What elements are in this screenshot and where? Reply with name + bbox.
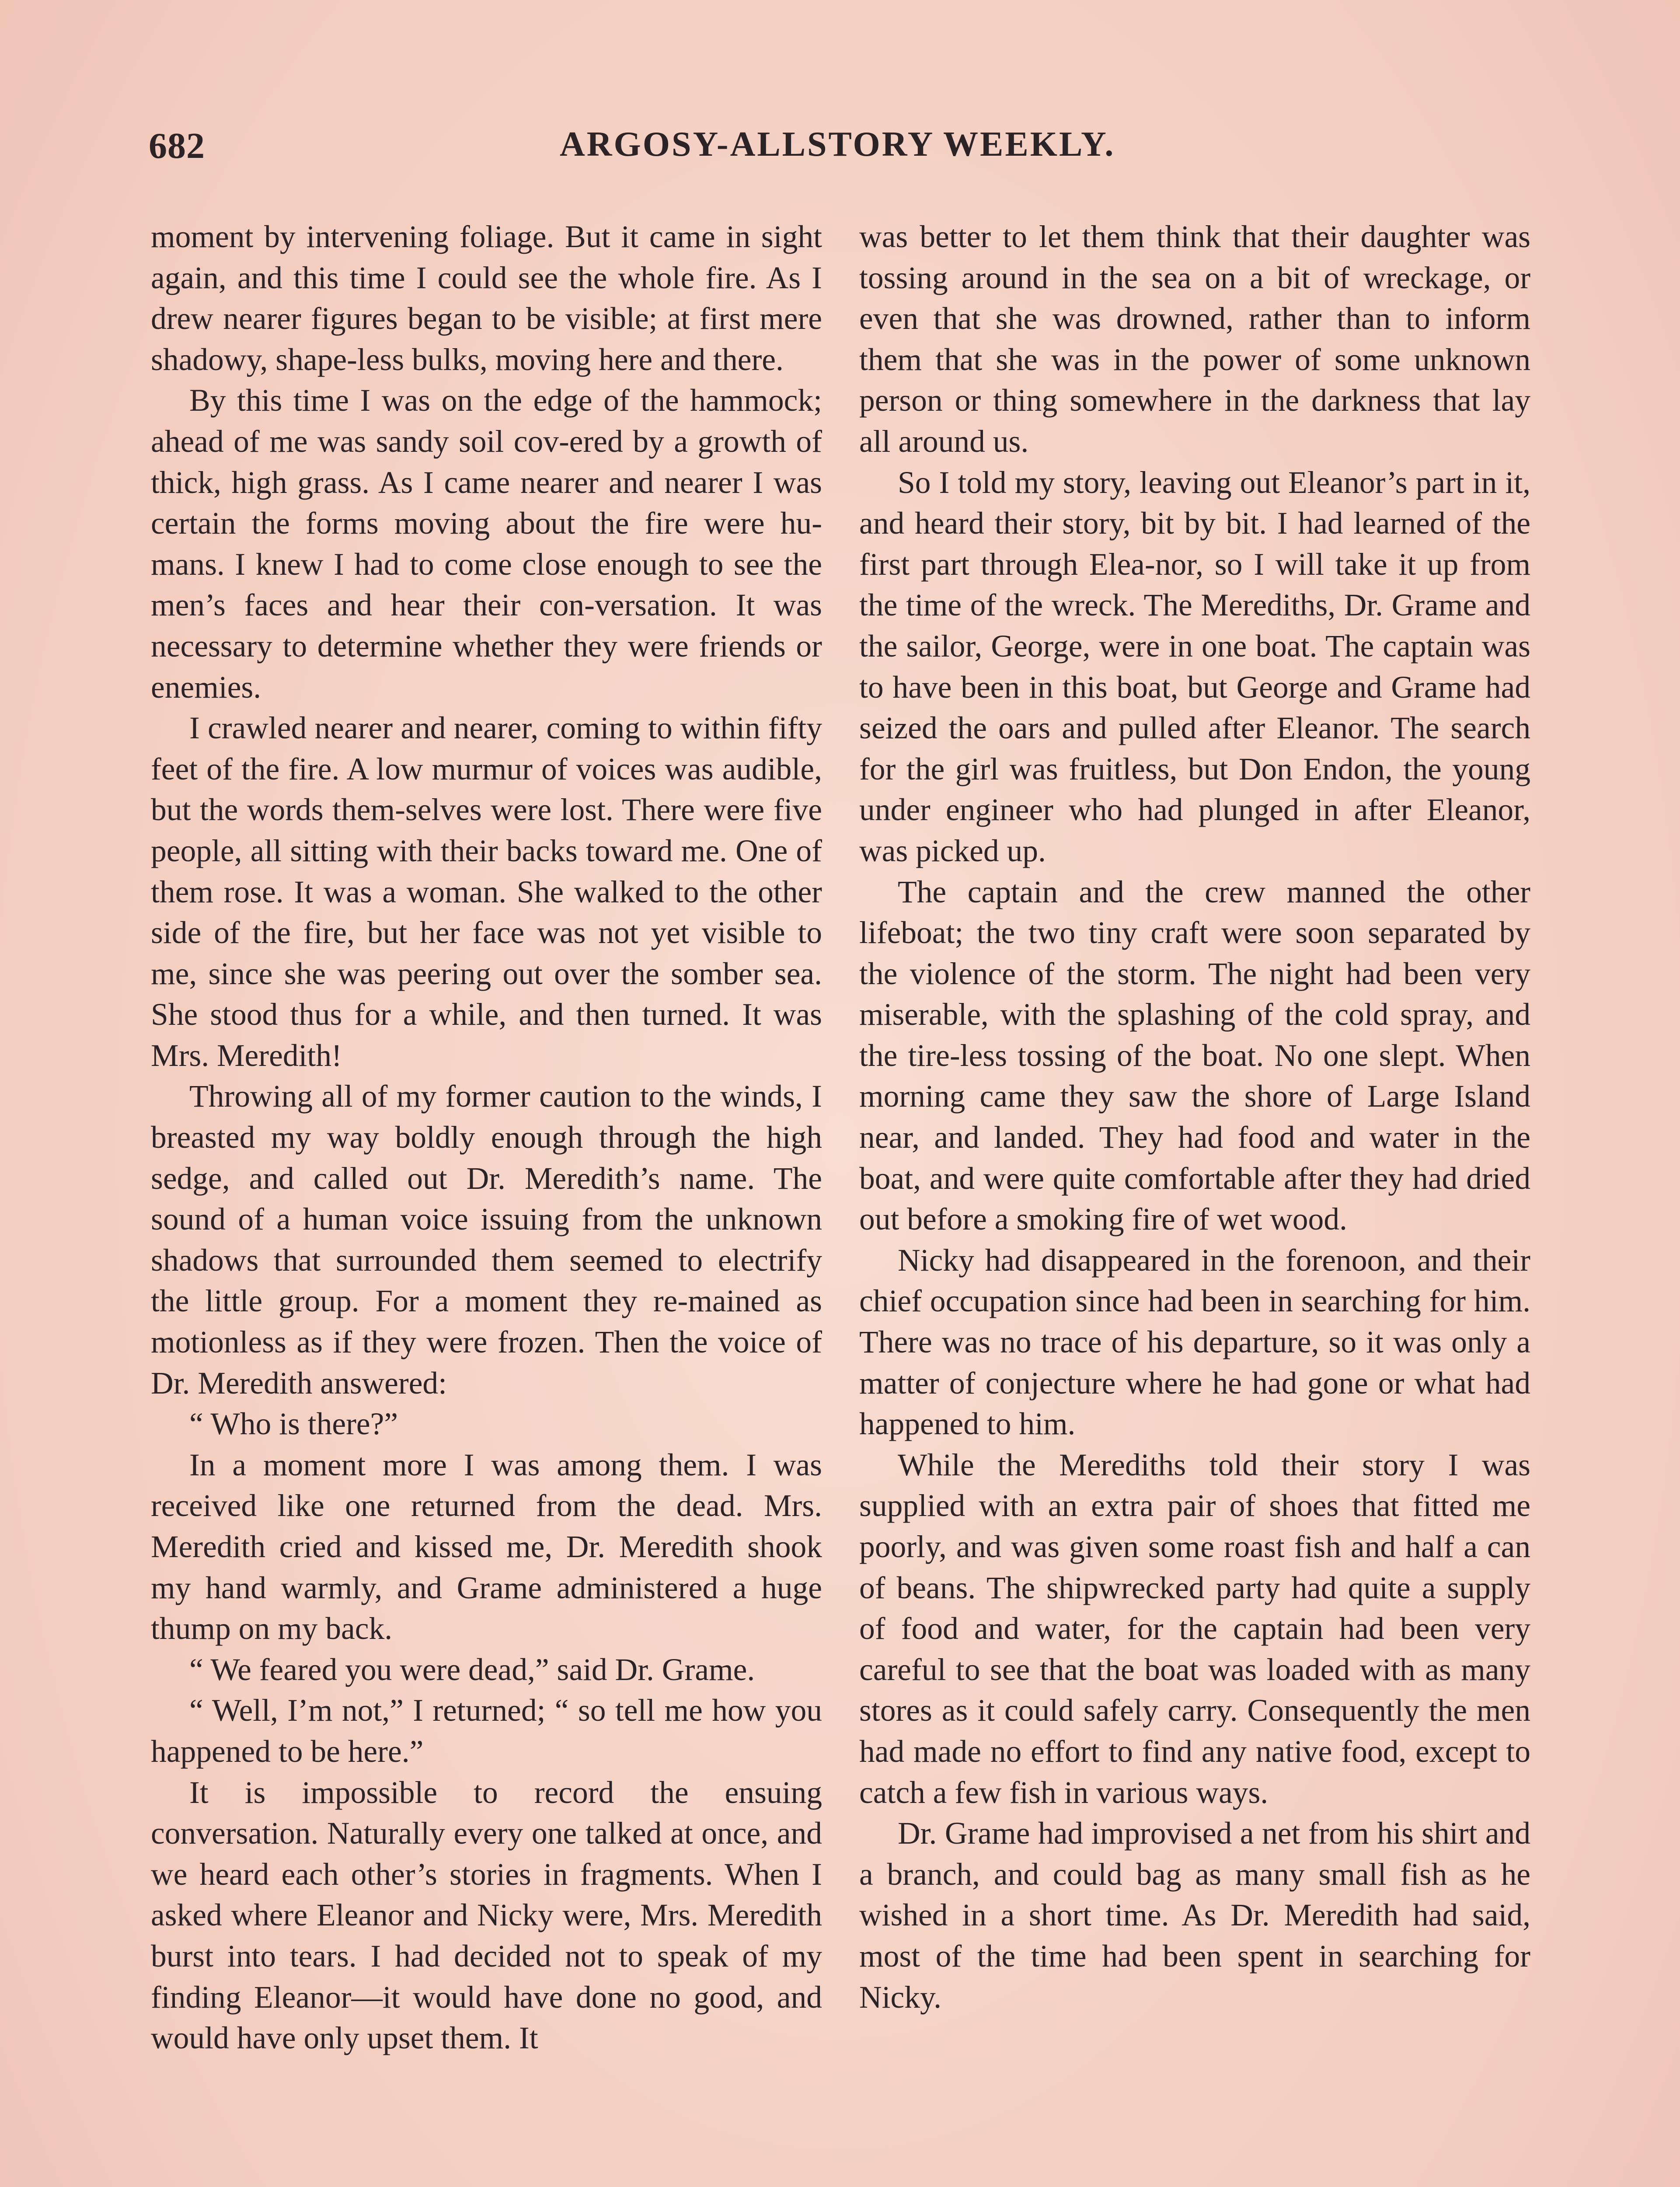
paragraph: Dr. Grame had improvised a net from his shirt and a branch, and could bag as many small fish as he wished in a short time. As Dr. Meredith had said, most of the time had been spent in searching for Nicky.: [859, 1816, 1530, 2015]
paragraph: I crawled nearer and nearer, coming to within fifty feet of the fire. A low murmur of voices was audible, but the words them-selves were lost. There were five people, all sitting with their backs toward me. One of them rose. It was a woman. She walked to the other side of the fire, but her face was not yet visible to me, since she was peering out over the somber sea. She stood thus for a while, and then turned. It was Mrs. Meredith!: [151, 711, 822, 1073]
paragraph: Nicky had disappeared in the forenoon, and their chief occupation since had been in searching for him. There was no trace of his departure, so it was only a matter of conjecture where he had gone or what had happened to him.: [859, 1243, 1530, 1442]
paragraph: was better to let them think that their daughter was tossing around in the sea on a bit of wreckage, or even that she was drowned, rather than to inform them that she was in the power of some unknown person or thing somewhere in the darkness that lay all around us.: [859, 220, 1530, 459]
left-column: [151, 217, 822, 2059]
paragraph: Throwing all of my former caution to the winds, I breasted my way boldly enough through the high sedge, and called out Dr. Meredith’s name. The sound of a human voice issuing from the unknown shadows that surrounded them seemed to electrify the little group. For a moment they re-mained as motionless as if they were frozen. Then the voice of Dr. Meredith answered:: [151, 1079, 822, 1401]
paragraph: In a moment more I was among them. I was received like one returned from the dead. Mrs. Meredith cried and kissed me, Dr. Meredith shook my hand warmly, and Grame administered a huge thump on my back.: [151, 1447, 822, 1646]
paragraph: While the Merediths told their story I was supplied with an extra pair of shoes that fitted me poorly, and was given some roast fish and half a can of beans. The shipwrecked party had quite a supply of food and water, for the captain had been very careful to see that the boat was loaded with as many stores as it could safely carry. Consequently the men had made no effort to find any native food, except to catch a few fish in various ways.: [859, 1447, 1530, 1810]
page-number: 682: [149, 126, 205, 166]
paragraph: “ Who is there?”: [189, 1407, 398, 1442]
paragraph: moment by intervening foliage. But it came in sight again, and this time I could see the whole fire. As I drew nearer figures began to be visible; at first mere shadowy, shape-less bulks, moving here and there.: [151, 220, 822, 377]
running-title: ARGOSY-ALLSTORY WEEKLY.: [560, 125, 1115, 164]
paragraph: It is impossible to record the ensuing conversation. Naturally every one talked at once, and we heard each other’s stories in fragments. When I asked where Eleanor and Nicky were, Mrs. Meredith burst into tears. I had decided not to speak of my finding Eleanor—it would have done no good, and would have only upset them. It: [151, 1775, 822, 2056]
paragraph: “ We feared you were dead,” said Dr. Grame.: [189, 1652, 755, 1687]
paragraph: By this time I was on the edge of the hammock; ahead of me was sandy soil cov-ered by a growth of thick, high grass. As I came nearer and nearer I was certain the forms moving about the fire were hu-mans. I knew I had to come close enough to see the men’s faces and hear their con-versation. It was necessary to determine whether they were friends or enemies.: [151, 383, 822, 705]
paragraph: So I told my story, leaving out Eleanor’s part in it, and heard their story, bit by bit. I had learned of the first part through Elea-nor, so I will take it up from the time of the wreck. The Merediths, Dr. Grame and the sailor, George, were in one boat. The captain was to have been in this boat, but George and Grame had seized the oars and pulled after Eleanor. The search for the girl was fruitless, but Don Endon, the young under engineer who had plunged in after Eleanor, was picked up.: [859, 465, 1530, 868]
paragraph: The captain and the crew manned the other lifeboat; the two tiny craft were soon separated by the violence of the storm. The night had been very miserable, with the splashing of the cold spray, and the tire-less tossing of the boat. No one slept. When morning came they saw the shore of Large Island near, and landed. They had food and water in the boat, and were quite comfortable after they had dried out before a smoking fire of wet wood.: [859, 874, 1530, 1237]
right-column: [859, 217, 1530, 2018]
paragraph: “ Well, I’m not,” I returned; “ so tell me how you happened to be here.”: [151, 1693, 822, 1769]
page-header: [149, 125, 1530, 186]
